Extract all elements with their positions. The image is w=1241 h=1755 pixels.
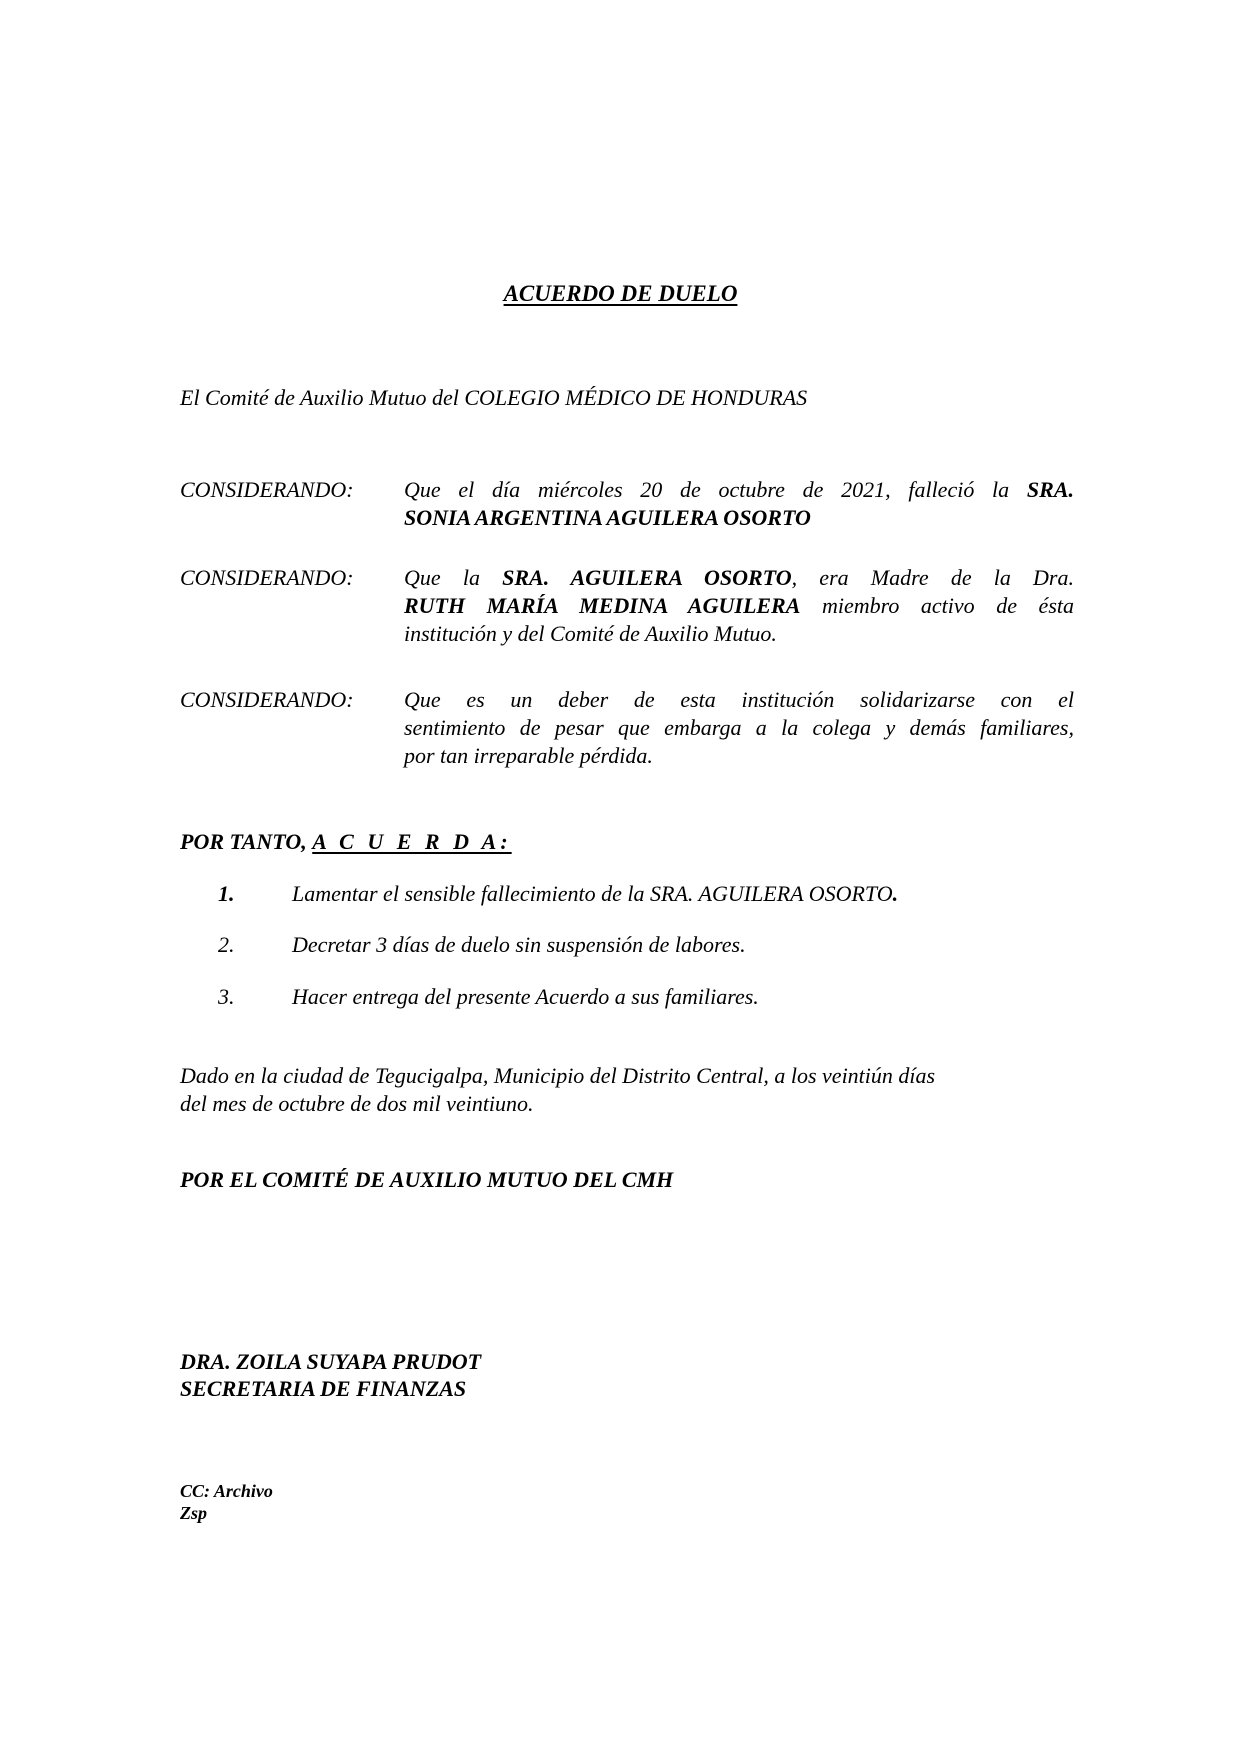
acuerdo-text: Hacer entrega del presente Acuerdo a sus familiares. [292,984,759,1009]
text-run: , era Madre de la Dra. [791,565,1074,590]
considerando-line [404,592,1074,620]
considerando-line [404,476,1074,504]
intro-line: El Comité de Auxilio Mutuo del COLEGIO MÉDICO DE HONDURAS [180,385,808,410]
considerando-label: CONSIDERANDO: [180,687,354,712]
dado-paragraph [180,1062,1074,1118]
acuerdo-number: 3. [218,984,235,1009]
acuerdo-text-suffix: . [892,881,899,906]
text-run: Que es un deber de esta institución solidarizarse con el [404,687,1074,712]
considerando-label: CONSIDERANDO: [180,477,354,502]
considerando-line [404,564,1074,592]
considerando-text [404,686,1074,770]
cc-block [180,1480,273,1524]
text-run: Que la [404,565,503,590]
text-run: sentimiento de pesar que embarga a la colega y demás familiares, [404,715,1074,740]
considerando-label: CONSIDERANDO: [180,565,354,590]
acuerdo-number: 2. [218,932,235,957]
considerando-line [404,686,1074,714]
text-run: por tan irreparable pérdida. [404,743,653,768]
considerando-line [404,742,1074,770]
considerando-line [404,714,1074,742]
document-title-text: ACUERDO DE DUELO [503,281,738,306]
bold-run: RUTH MARÍA MEDINA AGUILERA [404,593,801,618]
acuerdo-text-body: Lamentar el sensible fallecimiento de la SRA. AGUILERA OSORTO [292,881,893,906]
firma-header: POR EL COMITÉ DE AUXILIO MUTUO DEL CMH [180,1167,674,1192]
signature-block [180,1348,481,1402]
document-title [0,280,1241,308]
signatory-position: SECRETARIA DE FINANZAS [180,1376,467,1401]
acuerdo-text: Decretar 3 días de duelo sin suspensión de labores. [292,932,746,957]
acuerda-label: A C U E R D A: [312,829,512,854]
text-run: miembro activo de ésta [800,593,1074,618]
cc-line: CC: Archivo [180,1481,273,1501]
initials-line: Zsp [180,1503,207,1523]
dado-line-2: del mes de octubre de dos mil veintiuno. [180,1091,534,1116]
por-tanto-heading [180,828,512,856]
considerando-line [404,620,1074,648]
bold-run: SONIA ARGENTINA AGUILERA OSORTO [404,505,811,530]
por-tanto-prefix: POR TANTO, [180,829,313,854]
considerando-line [404,504,1074,532]
dado-line-1: Dado en la ciudad de Tegucigalpa, Municipio del Distrito Central, a los veintiún días [180,1063,936,1088]
bold-run: SRA. AGUILERA OSORTO [502,565,792,590]
text-run: Que el día miércoles 20 de octubre de 2021, falleció la [404,477,1027,502]
text-run: institución y del Comité de Auxilio Mutuo. [404,621,777,646]
bold-run: SRA. [1026,477,1074,502]
signatory-name: DRA. ZOILA SUYAPA PRUDOT [180,1349,482,1374]
considerando-text [404,564,1074,648]
acuerdo-text [292,880,898,908]
considerando-text [404,476,1074,532]
acuerdo-number: 1. [218,881,235,906]
